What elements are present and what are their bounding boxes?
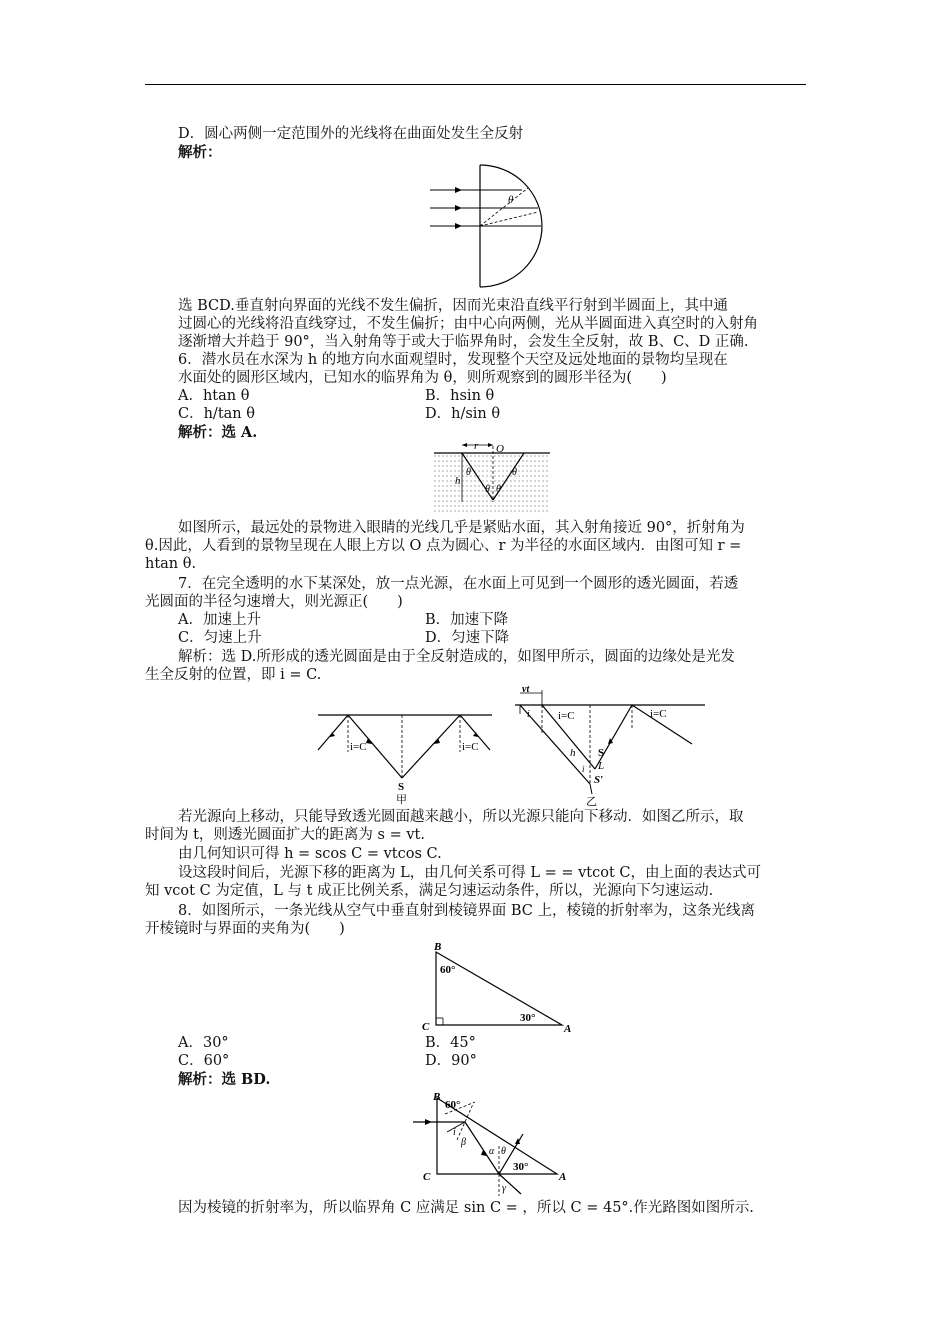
q7-explain-line-2: 时间为 t，则透光圆面扩大的距离为 s = vt. <box>145 827 425 843</box>
q5-answer-line-2: 过圆心的光线将沿直线穿过，不发生偏折；由中心向两侧，光从半圆面进入真空时的入射角 <box>178 316 758 332</box>
q6-O-label: O <box>496 443 504 455</box>
q7-yi-iC-mid: i=C <box>558 710 575 722</box>
q8-prism-figure-1 <box>420 940 580 1035</box>
q5-answer-line-3: 逐渐增大并趋于 90°，当入射角等于或大于临界角时，会发生全反射，故 B、C、D 正确. <box>178 334 749 350</box>
q6-stem-line-2: 水面处的圆形区域内，已知水的临界角为 θ，则所观察到的圆形半径为( ) <box>178 370 667 386</box>
q8-fig2-gamma: γ <box>502 1183 506 1194</box>
q7-analysis-line-2: 生全反射的位置，即 i = C. <box>145 667 322 683</box>
q6-option-c: C．h/tan θ <box>178 406 255 422</box>
q8-explain: 因为棱镜的折射率为，所以临界角 C 应满足 sin C = ，所以 C = 45°.作光路图如图所示. <box>178 1200 754 1216</box>
q7-yi-L: L <box>598 760 605 772</box>
q7-yi-S2: S′ <box>594 774 604 786</box>
q8-fig2-alpha: α <box>489 1146 495 1157</box>
q7-explain-line-5: 知 vcot C 为定值，L 与 t 成正比例关系，满足匀速运动条件，所以，光源向下匀速运动. <box>145 883 714 899</box>
q6-explain-line-3: htan θ. <box>145 556 197 572</box>
q8-fig2-angle-A: 30° <box>513 1161 529 1173</box>
q8-stem-line-2: 开棱镜时与界面的夹角为( ) <box>145 921 345 937</box>
q6-r-label: r <box>474 440 479 452</box>
q8-fig1-B: B <box>434 941 442 953</box>
q7-figure-yi <box>510 684 710 809</box>
q6-option-a: A．htan θ <box>178 388 250 404</box>
q8-option-c: C．60° <box>178 1053 230 1069</box>
q7-yi-iC-right: i=C <box>650 708 667 720</box>
q6-explain-line-1: 如图所示，最远处的景物进入眼睛的光线几乎是紧贴水面，其入射角接近 90°，折射角为 <box>178 520 745 536</box>
q7-yi-vt: vt <box>522 684 530 695</box>
q8-analysis: 解析：选 BD. <box>178 1071 271 1088</box>
q6-analysis: 解析：选 A. <box>178 424 258 441</box>
q7-analysis-line-1: 解析：选 D.所形成的透光圆面是由于全反射造成的，如图甲所示，圆面的边缘处是光发 <box>178 649 735 665</box>
q6-theta-4: θ <box>496 484 501 495</box>
q8-option-a: A．30° <box>178 1035 229 1051</box>
q7-stem-line-2: 光圆面的半径匀速增大，则光源正( ) <box>145 594 403 610</box>
q7-jia-S: S <box>398 781 405 793</box>
q8-stem-line-1: 8．如图所示，一条光线从空气中垂直射到棱镜界面 BC 上，棱镜的折射率为，这条光线离 <box>178 903 755 919</box>
q7-jia-iC-right: i=C <box>462 741 479 753</box>
q8-fig2-B: B <box>433 1091 441 1103</box>
q8-fig1-angle-B: 60° <box>440 964 456 976</box>
q7-jia-caption: 甲 <box>396 794 407 805</box>
q5-analysis-label: 解析： <box>178 144 222 161</box>
q8-option-b: B．45° <box>425 1035 476 1051</box>
q6-explain-line-2: θ.因此，人看到的景物呈现在人眼上方以 O 点为圆心、r 为半径的水面区域内．由图可知 r = <box>145 538 742 554</box>
q8-fig2-angle-B: 60° <box>445 1099 461 1111</box>
q8-fig1-angle-A: 30° <box>520 1012 536 1024</box>
q8-fig1-C: C <box>422 1021 430 1033</box>
q8-fig2-C: C <box>423 1171 431 1183</box>
q5-option-d: D．圆心两侧一定范围外的光线将在曲面处发生全反射 <box>178 126 524 142</box>
q5-theta-label: θ <box>508 194 514 206</box>
q7-yi-i2: i <box>582 764 585 774</box>
q7-stem-line-1: 7．在完全透明的水下某深处，放一点光源，在水面上可见到一个圆形的透光圆面，若透 <box>178 576 739 592</box>
q8-fig2-A: A <box>559 1171 567 1183</box>
q7-option-d: D．匀速下降 <box>425 630 510 646</box>
q6-stem-line-1: 6．潜水员在水深为 h 的地方向水面观望时，发现整个天空及远处地面的景物均呈现在 <box>178 352 728 368</box>
q6-theta-1: θ <box>466 467 471 478</box>
q5-semicircle-figure <box>410 160 550 290</box>
q6-theta-2: θ <box>512 467 517 478</box>
q7-yi-S: S <box>598 747 605 759</box>
q5-answer-line-1: 选 BCD.垂直射向界面的光线不发生偏折，因而光束沿直线平行射到半圆面上，其中通 <box>178 298 728 314</box>
q6-option-b: B．hsin θ <box>425 388 495 404</box>
q8-fig2-i: i <box>453 1127 456 1138</box>
q7-option-c: C．匀速上升 <box>178 630 262 646</box>
q6-water-figure <box>432 440 552 515</box>
q6-theta-3: θ <box>485 484 490 495</box>
q8-fig1-A: A <box>564 1023 572 1035</box>
q7-jia-iC-left: i=C <box>350 741 367 753</box>
q7-explain-line-1: 若光源向上移动，只能导致透光圆面越来越小，所以光源只能向下移动．如图乙所示，取 <box>178 809 744 825</box>
q7-option-a: A．加速上升 <box>178 612 261 628</box>
q8-fig2-theta: θ <box>501 1146 506 1157</box>
q7-yi-i: i <box>527 709 530 720</box>
q8-option-d: D．90° <box>425 1053 477 1069</box>
q6-option-d: D．h/sin θ <box>425 406 501 422</box>
q7-explain-line-4: 设这段时间后，光源下移的距离为 L，由几何关系可得 L = = vtcot C，由上面的表达式可 <box>178 865 761 881</box>
q7-yi-caption: 乙 <box>586 796 597 808</box>
q6-h-label: h <box>455 475 461 487</box>
header-rule <box>145 84 806 85</box>
q7-yi-h: h <box>570 747 576 759</box>
q8-prism-figure-2 <box>405 1090 575 1200</box>
q7-explain-line-3: 由几何知识可得 h = scos C = vtcos C. <box>178 846 442 862</box>
q8-fig2-beta: β <box>461 1137 466 1148</box>
q7-option-b: B．加速下降 <box>425 612 509 628</box>
q7-figure-jia <box>310 690 500 805</box>
